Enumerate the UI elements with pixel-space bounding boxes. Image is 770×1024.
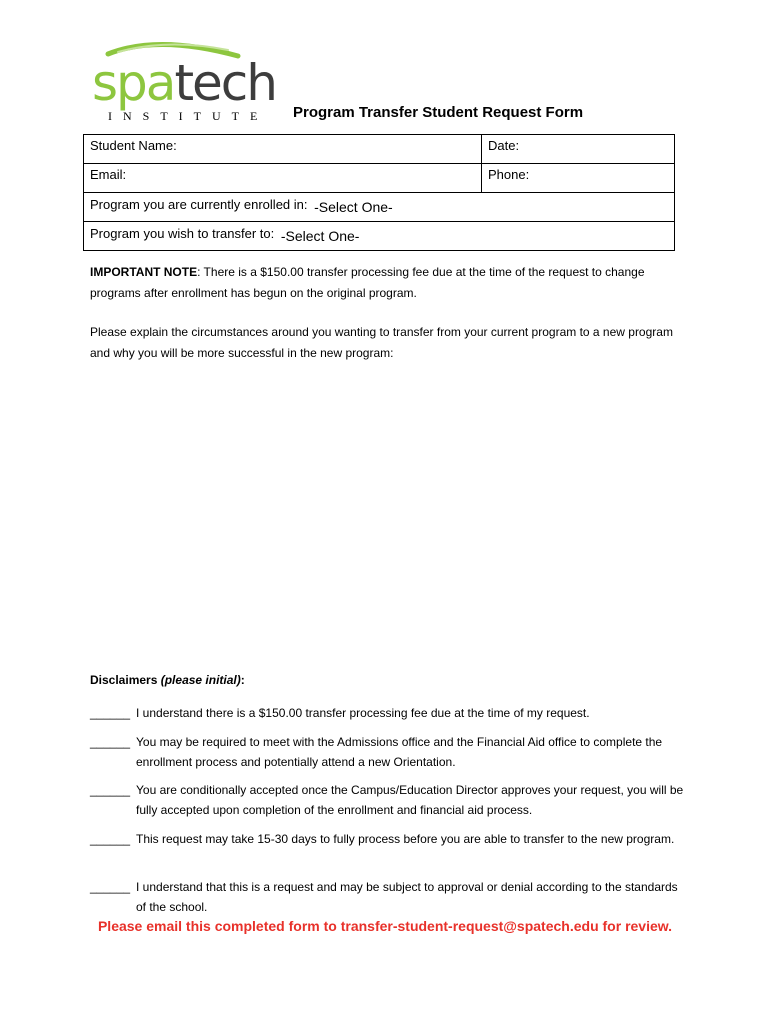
current-program-label: Program you are currently enrolled in: bbox=[90, 197, 308, 212]
explanation-answer-area[interactable] bbox=[90, 370, 675, 660]
student-info-table bbox=[83, 134, 675, 251]
disclaimers-title bbox=[90, 673, 245, 687]
svg-text:spatech: spatech bbox=[92, 54, 276, 112]
disclaimer-item bbox=[90, 780, 690, 820]
disclaimer-text: You may be required to meet with the Admissions office and the Financial Aid office to complete the enrollment process and potentially attend a new Orientation. bbox=[136, 735, 663, 769]
phone-label: Phone: bbox=[488, 167, 530, 182]
date-label: Date: bbox=[488, 138, 520, 153]
disclaimer-text: I understand that this is a request and may be subject to approval or denial according to the standards of the school. bbox=[136, 880, 678, 914]
initial-blank[interactable]: ______ bbox=[90, 832, 131, 846]
transfer-program-select[interactable]: -Select One- bbox=[280, 228, 360, 244]
disclaimer-text: I understand there is a $150.00 transfer processing fee due at the time of my request. bbox=[136, 706, 590, 720]
initial-blank[interactable]: ______ bbox=[90, 783, 131, 797]
disclaimer-item bbox=[90, 703, 690, 723]
disclaimers-title-text: Disclaimers bbox=[90, 673, 158, 687]
student-name-field[interactable] bbox=[84, 135, 482, 164]
phone-field[interactable] bbox=[482, 164, 675, 193]
disclaimer-item bbox=[90, 829, 690, 849]
explain-prompt: Please explain the circumstances around you wanting to transfer from your current program to a new program and why you will be more successful in the new program: bbox=[90, 325, 673, 360]
student-name-label: Student Name: bbox=[90, 138, 177, 153]
initial-blank[interactable]: ______ bbox=[90, 706, 131, 720]
email-field[interactable] bbox=[84, 164, 482, 193]
important-note bbox=[90, 262, 690, 304]
disclaimers-title-colon: : bbox=[240, 673, 245, 687]
current-program-select[interactable]: -Select One- bbox=[314, 199, 393, 215]
svg-text:INSTITUTE: INSTITUTE bbox=[108, 109, 269, 123]
initial-blank[interactable]: ______ bbox=[90, 735, 131, 749]
date-field[interactable] bbox=[482, 135, 675, 164]
form-title: Program Transfer Student Request Form bbox=[293, 104, 584, 121]
email-label: Email: bbox=[90, 167, 127, 182]
disclaimer-text: This request may take 15-30 days to fully process before you are able to transfer to the new program. bbox=[136, 832, 675, 846]
transfer-program-row bbox=[84, 222, 675, 251]
important-note-label: IMPORTANT NOTE bbox=[90, 265, 198, 279]
disclaimer-item bbox=[90, 732, 690, 772]
initial-blank[interactable]: ______ bbox=[90, 880, 131, 894]
important-note-text: : There is a $150.00 transfer processing fee due at the time of the request to change programs after enrollment has begun on the original program. bbox=[90, 265, 645, 300]
email-instructions: Please email this completed form to transfer-student-request@spatech.edu for review. bbox=[97, 918, 673, 934]
spatech-logo bbox=[88, 38, 278, 124]
current-program-row bbox=[84, 193, 675, 222]
disclaimer-text: You are conditionally accepted once the Campus/Education Director approves your request, you will be fully accepted upon completion of the enrollment and financial aid process. bbox=[136, 783, 684, 817]
transfer-program-label: Program you wish to transfer to: bbox=[90, 226, 275, 241]
disclaimer-item bbox=[90, 877, 690, 917]
disclaimers-title-italic: (please initial) bbox=[160, 673, 241, 687]
